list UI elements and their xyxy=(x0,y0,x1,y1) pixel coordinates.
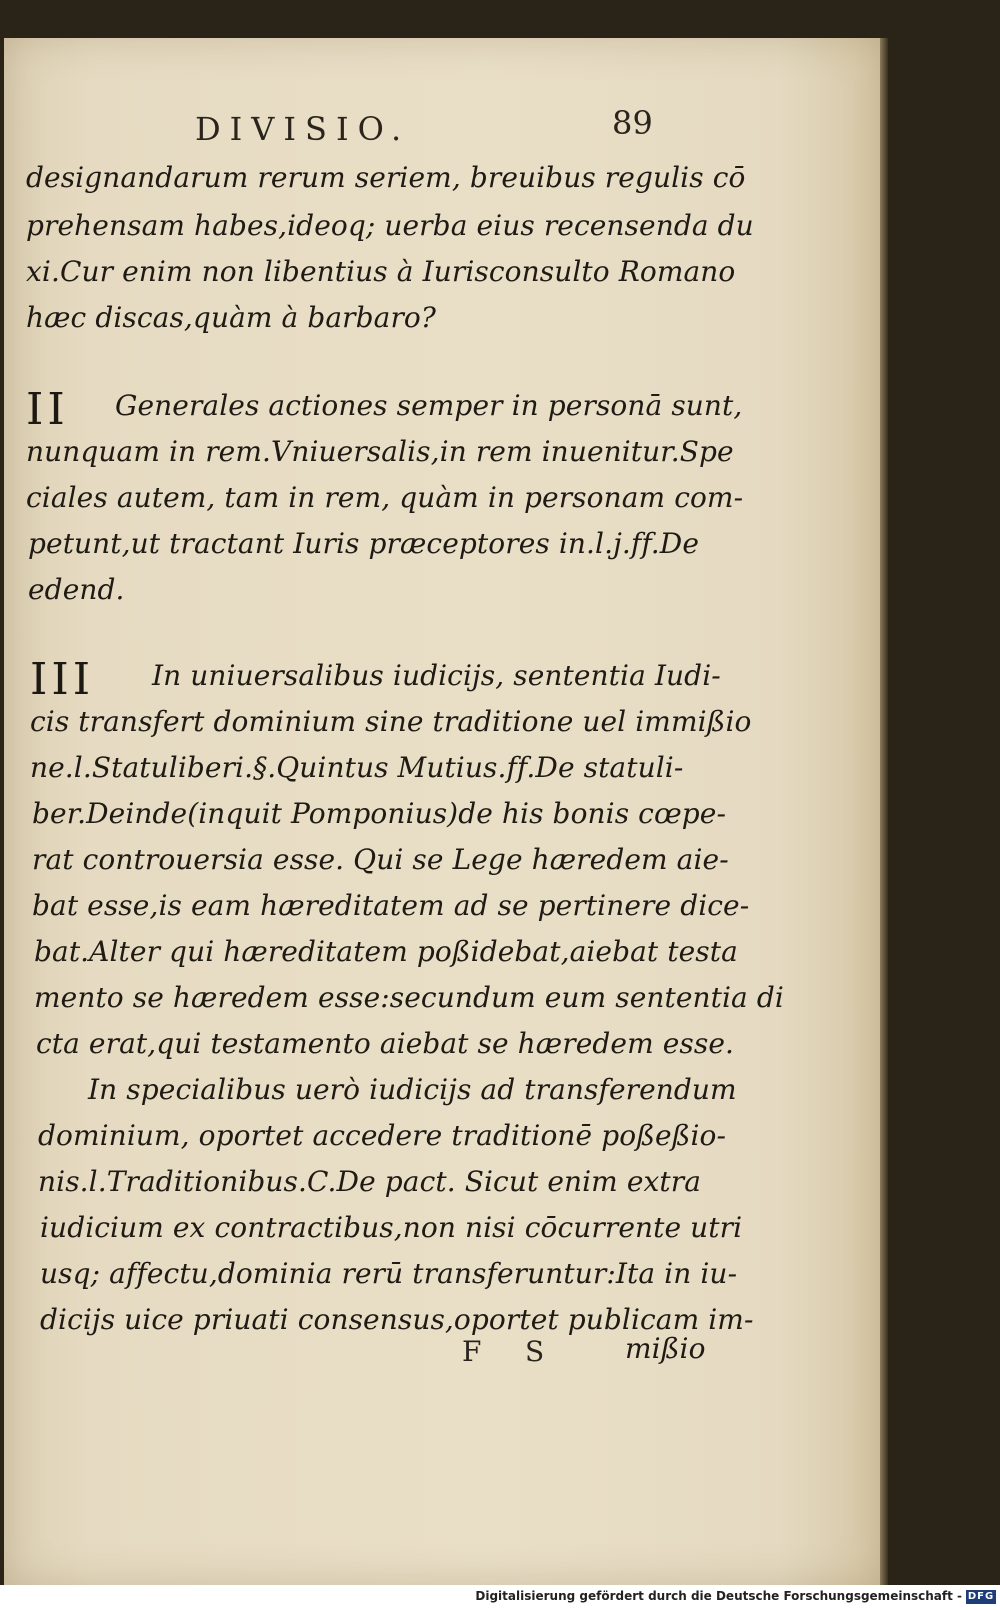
text-line: ne.l.Statuliberi.§.Quintus Mutius.ff.De statuli- xyxy=(30,751,684,784)
text-line: xi.Cur enim non libentius à Iurisconsulto Romano xyxy=(26,255,736,288)
text-line: ber.Deinde(inquit Pomponius)de his bonis cœpe- xyxy=(32,797,727,830)
text-line: usq; affectu,dominia rerū transferuntur:Ita in iu- xyxy=(40,1257,738,1290)
dfg-logo: DFG xyxy=(967,1591,995,1602)
text-line: cis transfert dominium sine traditione uel immißio xyxy=(30,705,752,738)
text-line: nunquam in rem.Vniuersalis,in rem inuenitur.Spe xyxy=(26,435,734,468)
text-line: In uniuersalibus iudicijs, sententia Iudi- xyxy=(152,659,721,692)
text-line: mento se hæredem esse:secundum eum sententia di xyxy=(34,981,784,1014)
text-line: bat.Alter qui hæreditatem poßidebat,aiebat testa xyxy=(34,935,738,968)
text-line: hæc discas,quàm à barbaro? xyxy=(26,301,436,334)
running-title: DIVISIO. xyxy=(195,110,411,148)
text-line: dicijs uice priuati consensus,oportet publicam im- xyxy=(40,1303,754,1336)
text-line: rat controuersia esse. Qui se Lege hæredem aie- xyxy=(32,843,729,876)
page-edge xyxy=(880,38,888,1585)
page-number: 89 xyxy=(612,104,653,142)
text-line: prehensam habes,ideoq; uerba eius recensenda du xyxy=(26,209,754,242)
section-numeral-ii: II xyxy=(26,384,69,435)
footer-credit: Digitalisierung gefördert durch die Deutsche Forschungsgemeinschaft - xyxy=(475,1589,962,1603)
signature-mark: F xyxy=(462,1335,482,1368)
text-line: nis.l.Traditionibus.C.De pact. Sicut enim extra xyxy=(38,1165,702,1198)
section-numeral-iii: III xyxy=(30,654,95,705)
text-line: iudicium ex contractibus,non nisi cōcurrente utri xyxy=(40,1211,743,1244)
catchword: mißio xyxy=(625,1332,706,1365)
text-line: edend. xyxy=(28,573,125,606)
text-line: Generales actiones semper in personā sunt, xyxy=(115,389,743,422)
text-line: ciales autem, tam in rem, quàm in personam com- xyxy=(26,481,744,514)
footer-bar xyxy=(0,1585,1000,1610)
text-line: designandarum rerum seriem, breuibus regulis cō xyxy=(26,161,746,194)
text-line: petunt,ut tractant Iuris præceptores in.l.j.ff.De xyxy=(28,527,700,560)
text-line: bat esse,is eam hæreditatem ad se pertinere dice- xyxy=(32,889,750,922)
text-line: dominium, oportet accedere traditionē poßeßio- xyxy=(38,1119,727,1152)
text-line: cta erat,qui testamento aiebat se hæredem esse. xyxy=(36,1027,735,1060)
text-line: In specialibus uerò iudicijs ad transferendum xyxy=(88,1073,737,1106)
signature-mark: S xyxy=(525,1335,545,1368)
